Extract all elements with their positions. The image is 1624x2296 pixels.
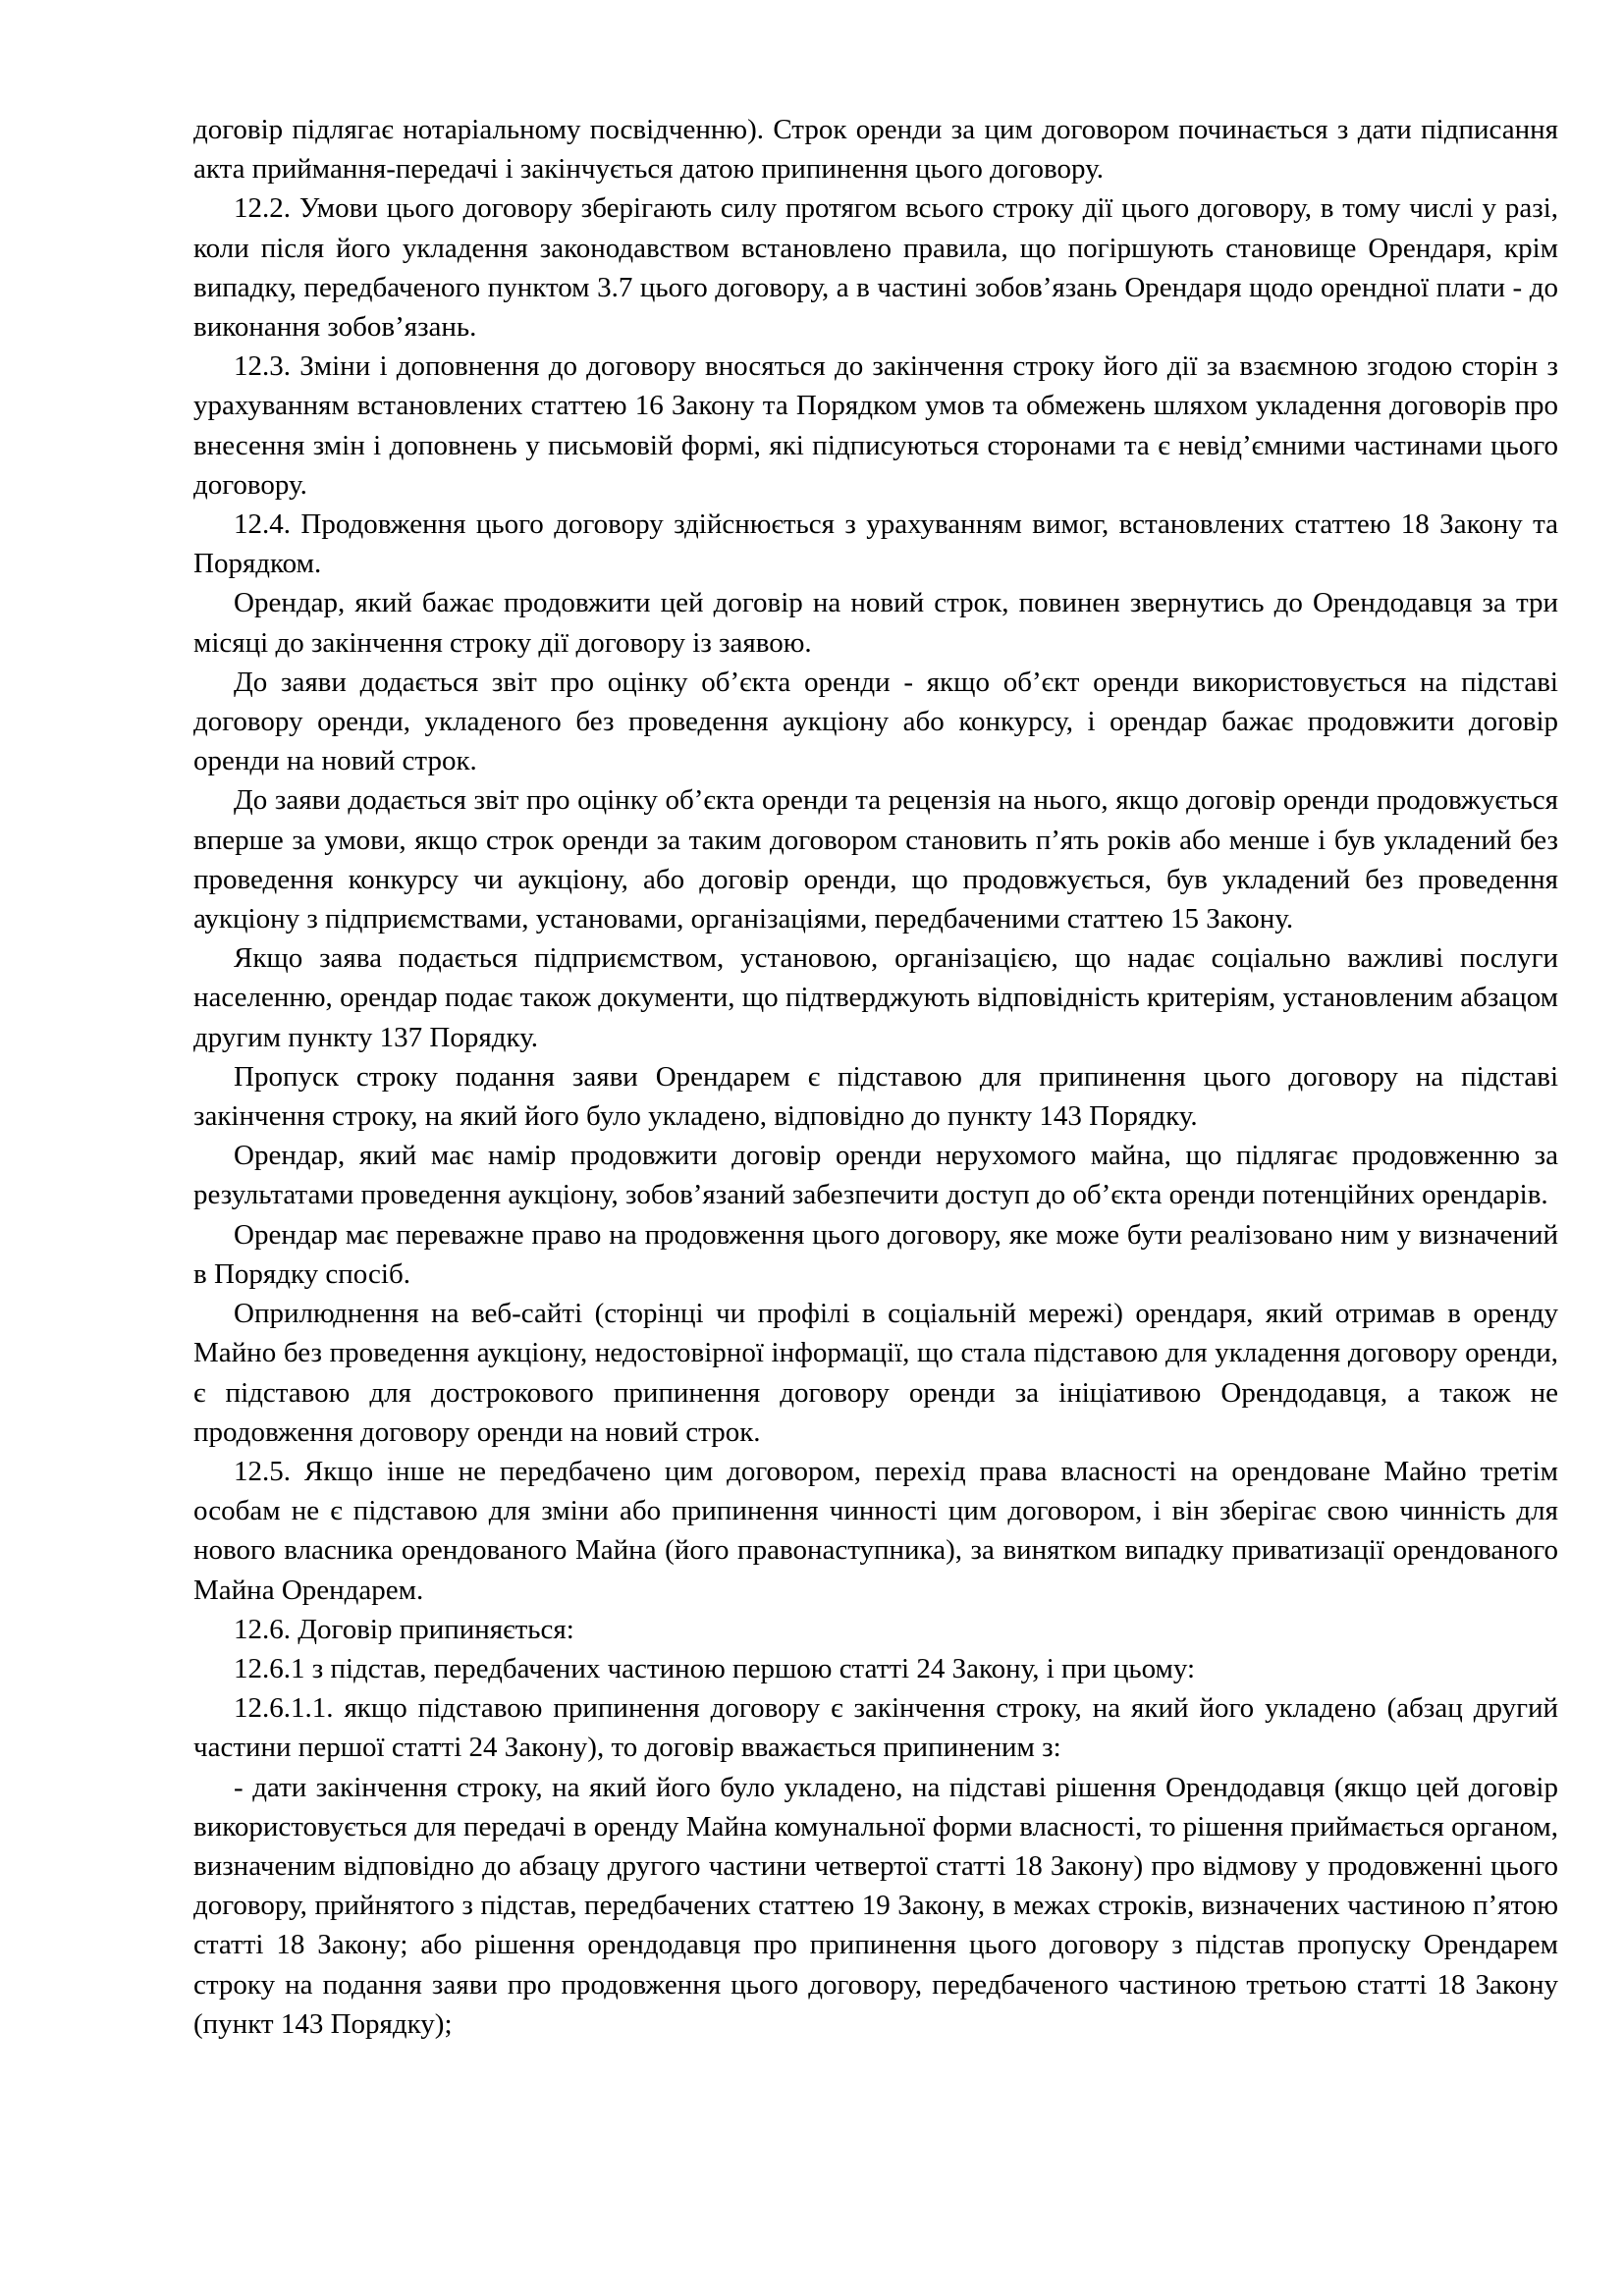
paragraph-12-6-1: 12.6.1 з підстав, передбачених частиною першою статті 24 Закону, і при цьому: <box>234 1652 1196 1684</box>
paragraph-12-4: 12.4. Продовження цього договору здійснюється з урахуванням вимог, встановлених статтею 18 Закону та Порядком. <box>193 508 1558 580</box>
paragraph-missed-deadline: Пропуск строку подання заяви Орендарем є підставою для припинення цього договору на підставі закінчення строку, на який його було укладено, відповідно до пункту 143 Порядку. <box>193 1060 1558 1133</box>
paragraph-preferential-right: Орендар має переважне право на продовження цього договору, яке може бути реалізовано ним у визначений в Порядку спосіб. <box>193 1218 1558 1290</box>
document-page <box>193 110 1558 2044</box>
paragraph-12-6-1-1: 12.6.1.1. якщо підставою припинення договору є закінчення строку, на який його укладено (абзац другий частини першої статті 24 Закону), то договір вважається припиненим з: <box>193 1692 1558 1764</box>
paragraph-access-obligation: Орендар, який має намір продовжити договір оренди нерухомого майна, що підлягає продовженню за результатами проведення аукціону, зобов’язаний забезпечити доступ до об’єкта оренди потенційних орендарів. <box>193 1140 1558 1211</box>
paragraph-valuation-report: До заяви додається звіт про оцінку об’єкта оренди - якщо об’єкт оренди використовується на підставі договору оренди, укладеного без проведення аукціону або конкурсу, і орендар бажає продовжити договір оренди на новий строк. <box>193 666 1558 777</box>
paragraph-renewal-request: Орендар, який бажає продовжити цей договір на новий строк, повинен звернутись до Орендодавця за три місяці до закінчення строку дії договору із заявою. <box>193 587 1558 659</box>
paragraph-valuation-review: До заяви додається звіт про оцінку об’єкта оренди та рецензія на нього, якщо договір оренди продовжується вперше за умови, якщо строк оренди за таким договором становить п’ять років або менше і був укладений без проведення конкурсу чи аукціону, або договір оренди, що продовжується, був укладений без проведення аукціону з підприємствами, установами, організаціями, передбаченими статтею 15 Закону. <box>193 784 1558 935</box>
paragraph-expiry-date-item: - дати закінчення строку, на який його було укладено, на підставі рішення Орендодавця (якщо цей договір використовується для передачі в оренду Майна комунальної форми власності, то рішення приймається органом, визначеним відповідно до абзацу другого частини четвертої статті 18 Закону) про відмову у продовженні цього договору, прийнятого з підстав, передбачених статтею 19 Закону, в межах строків, визначених частиною п’ятою статті 18 Закону; або рішення орендодавця про припинення цього договору з підстав пропуску Орендарем строку на подання заяви про продовження цього договору, передбаченого частиною третьою статті 18 Закону (пункт 143 Порядку); <box>193 1771 1558 2040</box>
paragraph-12-3: 12.3. Зміни і доповнення до договору вносяться до закінчення строку його дії за взаємною згодою сторін з урахуванням встановлених статтею 16 Закону та Порядком умов та обмежень шляхом укладення договорів про внесення змін і доповнень у письмовій формі, які підписуються сторонами та є невід’ємними частинами цього договору. <box>193 350 1558 501</box>
paragraph-12-2: 12.2. Умови цього договору зберігають силу протягом всього строку дії цього договору, в тому числі у разі, коли після його укладення законодавством встановлено правила, що погіршують становище Орендаря, крім випадку, передбаченого пунктом 3.7 цього договору, а в частині зобов’язань Орендаря щодо орендної плати - до виконання зобов’язань. <box>193 192 1558 344</box>
paragraph-12-5: 12.5. Якщо інше не передбачено цим договором, перехід права власності на орендоване Майно третім особам не є підставою для зміни або припинення чинності цим договором, і він зберігає свою чинність для нового власника орендованого Майна (його правонаступника), за винятком випадку приватизації орендованого Майна Орендарем. <box>193 1455 1558 1606</box>
paragraph-12-6: 12.6. Договір припиняється: <box>234 1613 574 1645</box>
paragraph-lease-term: договір підлягає нотаріальному посвідченню). Строк оренди за цим договором починається з дати підписання акта приймання-передачі і закінчується датою припинення цього договору. <box>193 114 1558 186</box>
paragraph-false-information: Оприлюднення на веб-сайті (сторінці чи профілі в соціальній мережі) орендаря, який отримав в оренду Майно без проведення аукціону, недостовірної інформації, що стала підставою для укладення договору оренди, є підставою для дострокового припинення договору оренди за ініціативою Орендодавця, а також не продовження договору оренди на новий строк. <box>193 1298 1558 1448</box>
paragraph-social-services: Якщо заява подається підприємством, установою, організацією, що надає соціально важливі послуги населенню, орендар подає також документи, що підтверджують відповідність критеріям, установленим абзацом другим пункту 137 Порядку. <box>193 942 1558 1053</box>
